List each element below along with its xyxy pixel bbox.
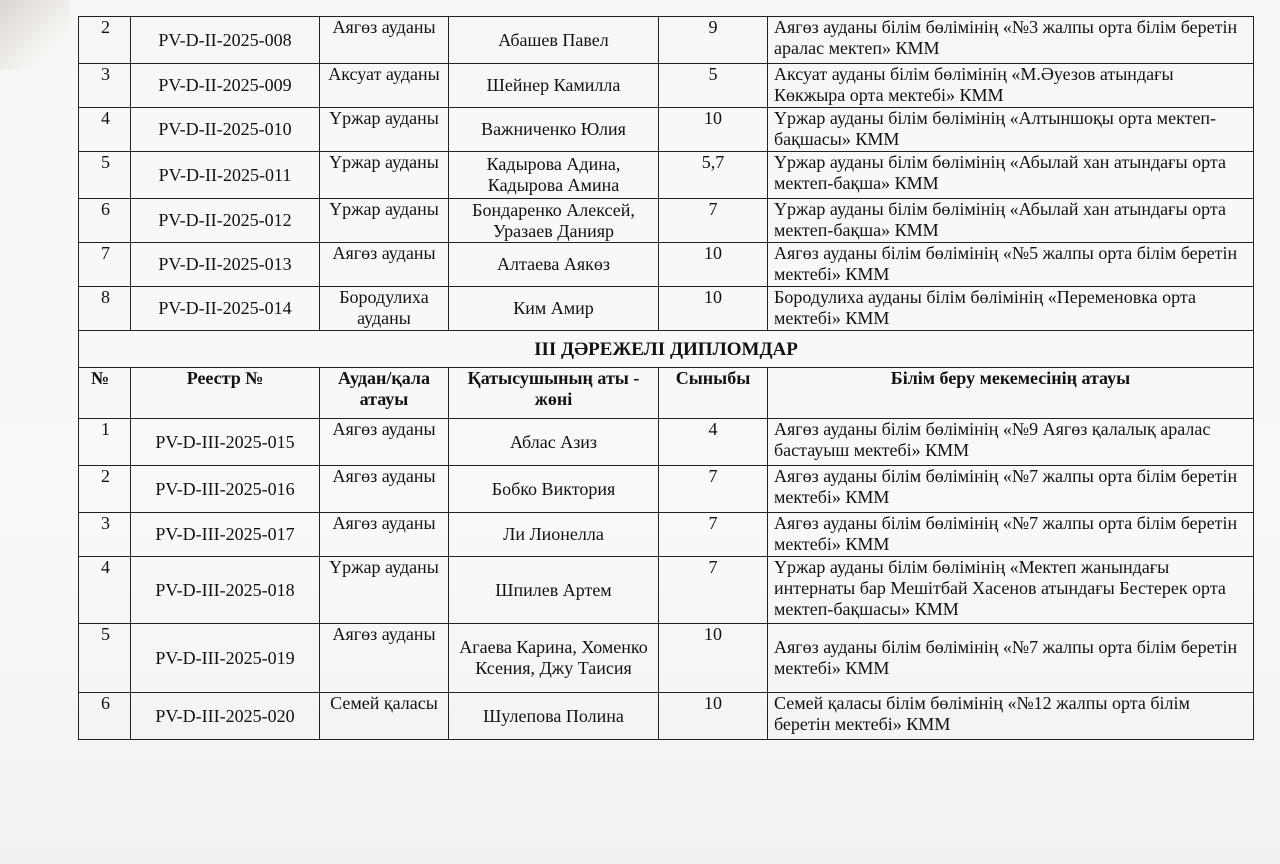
table-row <box>79 108 1254 152</box>
table-row <box>79 287 1254 331</box>
school-name: Аягөз ауданы білім бөлімінің «№5 жалпы орта білім беретін мектебі» КММ <box>768 243 1254 287</box>
school-name: Семей қаласы білім бөлімінің «№12 жалпы орта білім беретін мектебі» КММ <box>768 693 1254 740</box>
row-number: 5 <box>79 624 131 693</box>
registry-number: PV-D-II-2025-013 <box>131 243 320 287</box>
participant-name: Кадырова Адина, Кадырова Амина <box>449 152 659 199</box>
registry-number: PV-D-III-2025-015 <box>131 419 320 466</box>
header-registry: Реестр № <box>131 368 320 419</box>
table-row <box>79 419 1254 466</box>
school-name: Үржар ауданы білім бөлімінің «Абылай хан атындағы орта мектеп-бақша» КММ <box>768 152 1254 199</box>
grade: 5 <box>659 64 768 108</box>
grade: 9 <box>659 17 768 64</box>
table-row <box>79 152 1254 199</box>
row-number: 2 <box>79 466 131 513</box>
grade: 4 <box>659 419 768 466</box>
registry-number: PV-D-II-2025-014 <box>131 287 320 331</box>
row-number: 7 <box>79 243 131 287</box>
header-number: № <box>79 368 131 419</box>
district: Үржар ауданы <box>320 199 449 243</box>
table-row <box>79 243 1254 287</box>
district: Аягөз ауданы <box>320 17 449 64</box>
participant-name: Абашев Павел <box>449 17 659 64</box>
district: Семей қаласы <box>320 693 449 740</box>
school-name: Аягөз ауданы білім бөлімінің «№7 жалпы орта білім беретін мектебі» КММ <box>768 466 1254 513</box>
district: Үржар ауданы <box>320 557 449 624</box>
participant-name: Бобко Виктория <box>449 466 659 513</box>
row-number: 6 <box>79 693 131 740</box>
participant-name: Алтаева Аякөз <box>449 243 659 287</box>
table-row <box>79 17 1254 64</box>
row-number: 3 <box>79 513 131 557</box>
table-header-row <box>79 368 1254 419</box>
district: Аягөз ауданы <box>320 466 449 513</box>
participant-name: Ли Лионелла <box>449 513 659 557</box>
grade: 10 <box>659 624 768 693</box>
table-row <box>79 199 1254 243</box>
registry-number: PV-D-III-2025-018 <box>131 557 320 624</box>
school-name: Аксуат ауданы білім бөлімінің «М.Әуезов атындағы Көкжыра орта мектебі» КММ <box>768 64 1254 108</box>
participant-name: Шулепова Полина <box>449 693 659 740</box>
grade: 10 <box>659 287 768 331</box>
registry-number: PV-D-III-2025-016 <box>131 466 320 513</box>
header-participant: Қатысушының аты - жөні <box>449 368 659 419</box>
registry-number: PV-D-II-2025-008 <box>131 17 320 64</box>
district: Үржар ауданы <box>320 152 449 199</box>
participant-name: Шейнер Камилла <box>449 64 659 108</box>
district: Аягөз ауданы <box>320 419 449 466</box>
district: Аягөз ауданы <box>320 624 449 693</box>
participant-name: Важниченко Юлия <box>449 108 659 152</box>
section-title: III ДӘРЕЖЕЛІ ДИПЛОМДАР <box>79 331 1254 368</box>
table-row <box>79 624 1254 693</box>
table-row <box>79 64 1254 108</box>
school-name: Бородулиха ауданы білім бөлімінің «Переменовка орта мектебі» КММ <box>768 287 1254 331</box>
participant-name: Аблас Азиз <box>449 419 659 466</box>
registry-number: PV-D-II-2025-009 <box>131 64 320 108</box>
row-number: 6 <box>79 199 131 243</box>
row-number: 8 <box>79 287 131 331</box>
header-school: Білім беру мекемесінің атауы <box>768 368 1254 419</box>
registry-number: PV-D-II-2025-012 <box>131 199 320 243</box>
table-row <box>79 557 1254 624</box>
school-name: Аягөз ауданы білім бөлімінің «№7 жалпы орта білім беретін мектебі» КММ <box>768 513 1254 557</box>
table-row <box>79 466 1254 513</box>
district: Аксуат ауданы <box>320 64 449 108</box>
row-number: 1 <box>79 419 131 466</box>
school-name: Үржар ауданы білім бөлімінің «Алтыншоқы орта мектеп-бақшасы» КММ <box>768 108 1254 152</box>
table-row <box>79 513 1254 557</box>
registry-number: PV-D-III-2025-019 <box>131 624 320 693</box>
registry-number: PV-D-III-2025-020 <box>131 693 320 740</box>
grade: 7 <box>659 466 768 513</box>
row-number: 5 <box>79 152 131 199</box>
registry-number: PV-D-II-2025-011 <box>131 152 320 199</box>
diploma-registry-table <box>78 16 1254 740</box>
registry-number: PV-D-III-2025-017 <box>131 513 320 557</box>
participant-name: Бондаренко Алексей, Уразаев Данияр <box>449 199 659 243</box>
participant-name: Шпилев Артем <box>449 557 659 624</box>
grade: 10 <box>659 693 768 740</box>
grade: 5,7 <box>659 152 768 199</box>
grade: 7 <box>659 513 768 557</box>
participant-name: Агаева Карина, Хоменко Ксения, Джу Таисия <box>449 624 659 693</box>
registry-number: PV-D-II-2025-010 <box>131 108 320 152</box>
district: Үржар ауданы <box>320 108 449 152</box>
page-corner-shadow <box>0 0 70 70</box>
row-number: 4 <box>79 557 131 624</box>
district: Бородулиха ауданы <box>320 287 449 331</box>
grade: 7 <box>659 199 768 243</box>
grade: 10 <box>659 108 768 152</box>
row-number: 3 <box>79 64 131 108</box>
school-name: Үржар ауданы білім бөлімінің «Мектеп жанындағы интернаты бар Мешітбай Хасенов атындағы Бестерек орта мектеп-бақшасы» КММ <box>768 557 1254 624</box>
section-title-row <box>79 331 1254 368</box>
school-name: Аягөз ауданы білім бөлімінің «№7 жалпы орта білім беретін мектебі» КММ <box>768 624 1254 693</box>
header-grade: Сыныбы <box>659 368 768 419</box>
school-name: Аягөз ауданы білім бөлімінің «№9 Аягөз қалалық аралас бастауыш мектебі» КММ <box>768 419 1254 466</box>
row-number: 2 <box>79 17 131 64</box>
school-name: Аягөз ауданы білім бөлімінің «№3 жалпы орта білім беретін аралас мектеп» КММ <box>768 17 1254 64</box>
table-row <box>79 693 1254 740</box>
header-district: Аудан/қала атауы <box>320 368 449 419</box>
row-number: 4 <box>79 108 131 152</box>
school-name: Үржар ауданы білім бөлімінің «Абылай хан атындағы орта мектеп-бақша» КММ <box>768 199 1254 243</box>
grade: 10 <box>659 243 768 287</box>
district: Аягөз ауданы <box>320 513 449 557</box>
grade: 7 <box>659 557 768 624</box>
participant-name: Ким Амир <box>449 287 659 331</box>
district: Аягөз ауданы <box>320 243 449 287</box>
